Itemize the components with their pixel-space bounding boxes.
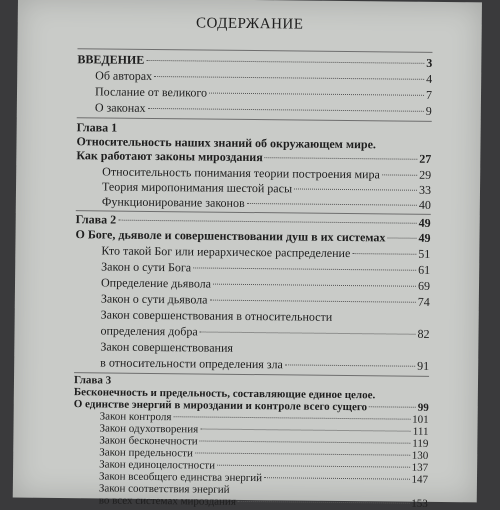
toc-entry-label: Закон соответствия энергий <box>98 482 230 496</box>
toc-entry-label: Послание от великого <box>94 84 208 100</box>
toc-entry-page: 91 <box>417 358 430 373</box>
book-page <box>13 0 482 510</box>
toc-entry-page: 61 <box>418 262 431 277</box>
toc-entry-page: 7 <box>425 87 433 102</box>
dot-leader <box>210 299 416 303</box>
toc-entry-page: 27 <box>419 151 432 166</box>
chapter-label: Глава 3 <box>73 374 112 387</box>
toc-entry-label: О Боге, дьяволе и совершенствовании душ в их системах <box>75 227 386 245</box>
toc-entry-page: 69 <box>417 278 431 293</box>
dot-leader <box>294 187 417 190</box>
toc-entry <box>74 355 429 373</box>
toc-entry-page: 49 <box>418 215 431 230</box>
toc-entry-label: Об авторах <box>95 68 153 83</box>
toc-entry-page: 147 <box>411 473 429 486</box>
toc-entry-label: в относительности определения зла <box>100 355 283 372</box>
chapter-label: Глава 1 <box>76 120 118 135</box>
toc-entry-label: Кто такой Бог или иерархическое распределение <box>101 243 351 261</box>
toc-entry-label: во всех системах мироздания <box>98 494 236 508</box>
toc-entry-page: 51 <box>418 246 431 261</box>
chapter-title: Относительность наших знаний об окружающем мире. <box>76 134 377 152</box>
toc-entry-label: определения добра <box>100 323 198 339</box>
dot-leader <box>195 451 410 455</box>
toc-entry-page: 33 <box>418 182 432 197</box>
toc-entry-label: Закон совершенствования в относительности <box>100 307 333 324</box>
toc-entry <box>75 243 430 261</box>
toc-entry-page: 29 <box>419 167 432 182</box>
toc-entry-label: Функционирование законов <box>101 194 245 210</box>
toc-entry-label: О законах <box>94 100 146 115</box>
toc-entry-page: 130 <box>411 449 429 462</box>
toc-entry-page: 82 <box>417 326 430 341</box>
toc-entry-page: 111 <box>412 425 429 438</box>
toc-entry-page: 4 <box>426 71 433 86</box>
toc-entry-page: 153 <box>411 497 428 510</box>
toc-entry <box>75 259 430 277</box>
dot-leader <box>264 476 409 480</box>
dot-leader <box>209 92 424 96</box>
dot-leader <box>200 428 411 432</box>
toc-entry <box>77 84 432 102</box>
dot-leader <box>238 500 409 504</box>
dot-leader <box>146 59 424 64</box>
dot-leader <box>217 464 410 468</box>
dot-leader <box>118 219 417 224</box>
toc-entry-label: Как работают законы мироздания <box>76 148 263 165</box>
toc-entry-label: Определение дьявола <box>100 275 212 291</box>
toc-entry-page: 9 <box>425 103 432 118</box>
toc-entry-label: Закон единоцелостности <box>99 458 216 472</box>
dot-leader <box>173 415 410 419</box>
toc-entry-label: Закон о сути Бога <box>101 259 192 275</box>
toc-entry-label: Закон контроля <box>99 410 172 424</box>
toc-entry-label: Относительность понимания теории построения мира <box>102 164 380 182</box>
page-title: СОДЕРЖАНИЕ <box>195 15 304 33</box>
dot-leader <box>369 405 416 407</box>
toc-entry <box>76 194 431 212</box>
dot-leader <box>154 75 424 80</box>
toc-entry <box>75 275 430 293</box>
toc-entry <box>77 68 432 86</box>
dot-leader <box>193 266 416 270</box>
toc-entry-label: Закон предельности <box>99 446 193 460</box>
toc-entry-page: 119 <box>412 437 429 450</box>
dot-leader <box>200 439 411 443</box>
toc-entry-label: Закон бесконечности <box>99 434 198 448</box>
dot-leader <box>200 330 416 334</box>
toc-entry-label: О единстве энергий в мироздании и контроле всего сущего <box>73 398 368 414</box>
toc-entry-page: 137 <box>411 461 429 474</box>
toc-entry-page: 3 <box>426 55 433 70</box>
toc-entry-label: Закон совершенствования <box>100 339 234 355</box>
dot-leader <box>352 252 416 255</box>
toc-entry-label: Закон одухотворения <box>99 422 199 436</box>
dot-leader <box>247 202 417 206</box>
toc-entry-page: 101 <box>412 413 429 426</box>
dot-leader <box>382 173 417 175</box>
chapter-title: Бесконечность и предельность, составляющие единое целое. <box>73 386 376 402</box>
toc-entry-label: ВВЕДЕНИЕ <box>77 52 145 67</box>
dot-leader <box>387 236 416 238</box>
chapter-label: Глава 2 <box>75 212 117 227</box>
toc-entry <box>77 100 432 118</box>
toc-entry <box>75 291 430 309</box>
toc-entry-chapter <box>75 227 430 245</box>
toc-entry-label: Закон всеобщего единства энергий <box>98 470 263 485</box>
dot-leader <box>265 156 418 160</box>
toc-entry <box>73 494 428 510</box>
toc-entry <box>74 323 429 341</box>
toc-entry-page: 40 <box>418 197 431 212</box>
toc-entry-page: 74 <box>417 294 430 309</box>
toc-entry-label: Теория миропонимания шестой расы <box>101 179 293 196</box>
toc-entry-label: Закон о сути дьявола <box>100 291 208 307</box>
toc-entry-page: 49 <box>418 230 431 245</box>
dot-leader <box>285 363 415 366</box>
toc-entry-page: 99 <box>417 401 429 414</box>
toc-entry-intro <box>77 52 432 70</box>
dot-leader <box>213 283 416 287</box>
dot-leader <box>148 107 424 112</box>
toc-entry-chapter <box>76 148 431 166</box>
